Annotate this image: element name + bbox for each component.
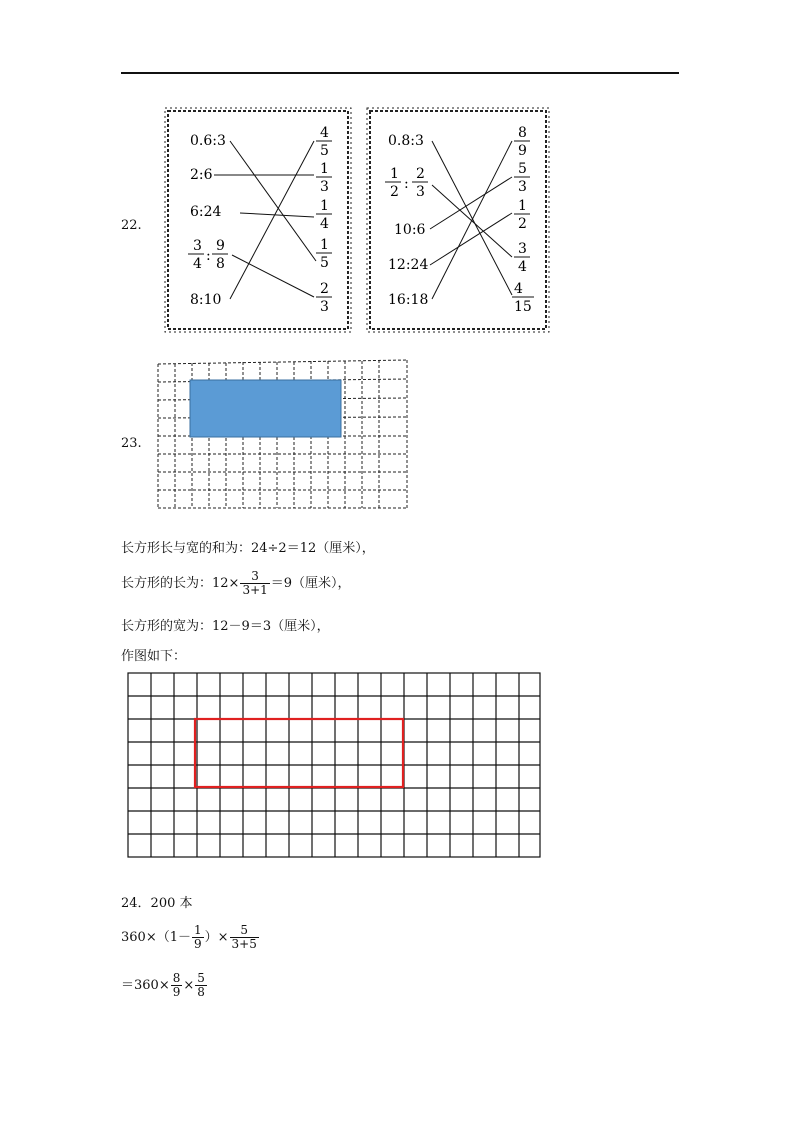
svg-text:8: 8 <box>518 125 527 141</box>
svg-text:1: 1 <box>320 161 329 177</box>
svg-text::: : <box>206 248 211 264</box>
right-right-frac-2 <box>514 161 530 195</box>
q24-line-2 <box>121 972 208 999</box>
svg-text:4: 4 <box>518 259 527 275</box>
q24-l1-part-b: ）× <box>204 930 229 945</box>
q23-line-3: 长方形的宽为：12－9＝3（厘米）， <box>121 619 330 634</box>
left-box-connectors <box>214 141 316 299</box>
svg-text:5: 5 <box>320 143 329 159</box>
q23-dashed-grid-figure <box>155 356 411 518</box>
right-right-frac-3 <box>514 198 530 232</box>
svg-text:15: 15 <box>514 299 532 315</box>
svg-text:4: 4 <box>320 216 329 232</box>
q23-line-2-fraction: $\frac{3}{3+1}$ <box>242 569 268 597</box>
blue-rectangle <box>190 380 341 437</box>
q23-line-2-suffix: ＝9（厘米）， <box>270 576 351 591</box>
svg-text:4: 4 <box>193 256 202 272</box>
svg-text:8: 8 <box>216 256 225 272</box>
svg-text:3: 3 <box>518 241 527 257</box>
svg-text:1: 1 <box>390 166 399 182</box>
svg-text:1: 1 <box>320 198 329 214</box>
q22-matching-figure <box>160 105 570 335</box>
question-23-number: 23. <box>121 436 142 451</box>
header-rule <box>121 72 679 74</box>
q24-l2-frac-1: $\frac{8}{9}$ <box>172 971 181 999</box>
right-item-4: 12:24 <box>388 257 429 273</box>
svg-text:2: 2 <box>320 281 329 297</box>
left-item-4 <box>188 238 228 272</box>
q23-line-2 <box>121 570 351 597</box>
svg-text:3: 3 <box>320 179 329 195</box>
svg-text:2: 2 <box>390 184 399 200</box>
question-22-number: 22. <box>121 218 142 233</box>
svg-text:5: 5 <box>320 255 329 271</box>
answer-rectangle <box>195 719 403 787</box>
q23-line-4: 作图如下： <box>121 649 187 664</box>
left-right-frac-5 <box>316 281 332 315</box>
q23-line-2-prefix: 长方形的长为：12× <box>121 576 240 591</box>
svg-text:4: 4 <box>320 125 329 141</box>
svg-text:1: 1 <box>320 237 329 253</box>
right-right-frac-4 <box>514 241 530 275</box>
q24-l2-part-a: ＝360× <box>121 978 170 993</box>
right-item-3: 10:6 <box>394 222 426 238</box>
right-item-1: 0.8:3 <box>388 133 424 149</box>
svg-text:3: 3 <box>320 299 329 315</box>
svg-text:2: 2 <box>416 166 425 182</box>
left-right-frac-1 <box>316 125 332 159</box>
left-item-3: 6:24 <box>190 204 222 220</box>
right-box-connectors <box>430 141 512 299</box>
svg-text::: : <box>404 176 409 192</box>
left-right-frac-3 <box>316 198 332 232</box>
svg-text:3: 3 <box>416 184 425 200</box>
right-item-5: 16:18 <box>388 292 429 308</box>
left-right-frac-4 <box>316 237 332 271</box>
q24-l2-frac-2: $\frac{5}{8}$ <box>197 971 205 999</box>
q24-line-1 <box>121 924 260 951</box>
left-item-5: 8:10 <box>190 292 222 308</box>
q24-answer: 24．200 本 <box>121 896 193 911</box>
q24-l1-frac-1: $\frac{1}{9}$ <box>193 923 202 951</box>
right-item-2 <box>385 166 428 200</box>
left-right-frac-2 <box>316 161 332 195</box>
q23-line-1: 长方形长与宽的和为：24÷2＝12（厘米）， <box>121 541 375 556</box>
svg-text:5: 5 <box>518 161 527 177</box>
q23-answer-grid <box>127 672 543 860</box>
left-item-1: 0.6:3 <box>190 133 226 149</box>
right-right-frac-5 <box>512 281 534 315</box>
q24-l2-part-b: × <box>183 978 195 993</box>
q24-l1-frac-2: $\frac{5}{3+5}$ <box>231 923 257 951</box>
svg-text:3: 3 <box>518 179 527 195</box>
svg-text:2: 2 <box>518 216 527 232</box>
svg-text:1: 1 <box>518 198 527 214</box>
svg-text:4: 4 <box>514 281 523 297</box>
svg-text:3: 3 <box>193 238 202 254</box>
right-right-frac-1 <box>514 125 530 159</box>
q24-l1-part-a: 360×（1－ <box>121 930 191 945</box>
left-item-2: 2:6 <box>190 167 213 183</box>
svg-text:9: 9 <box>216 238 225 254</box>
svg-text:9: 9 <box>518 143 527 159</box>
